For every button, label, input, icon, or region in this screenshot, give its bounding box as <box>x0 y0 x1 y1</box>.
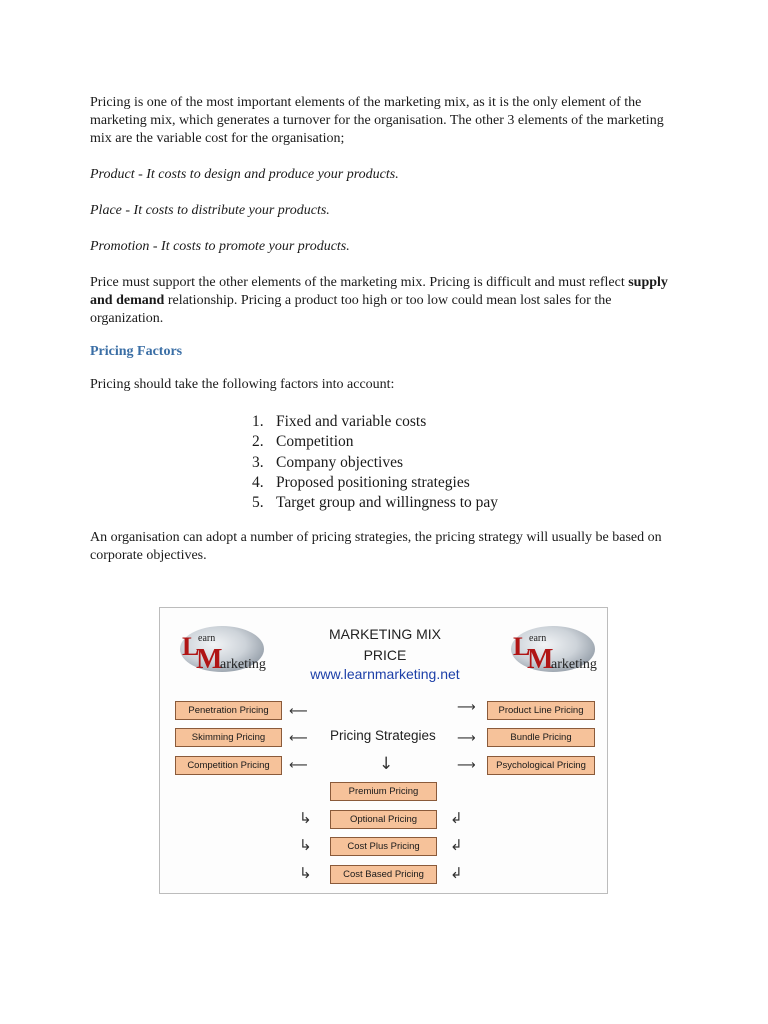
price-paragraph-end: relationship. Pricing a product too high or too low could mean lost sales for the organization. <box>90 293 612 326</box>
place-line: Place - It costs to distribute your products. <box>90 203 330 218</box>
learn-marketing-logo-left <box>174 624 266 676</box>
pricing-factors-heading: Pricing Factors <box>90 344 183 359</box>
factor-text: Competition <box>276 433 354 451</box>
logo-text-arketing: arketing <box>220 657 266 672</box>
intro-paragraph: Pricing is one of the most important elements of the marketing mix, as it is the only element of the marketing mix, which generates a turnover for the organisation. The other 3 elements of the marketing mix are the variable cost for the organisation; <box>90 95 664 146</box>
logo-text-earn: earn <box>529 633 547 644</box>
factor-text: Proposed positioning strategies <box>276 473 470 491</box>
pricing-strategies-label: Pricing Strategies <box>330 728 436 743</box>
factor-number: 2. <box>252 433 264 451</box>
logo-text-earn: earn <box>198 633 216 644</box>
price-paragraph <box>90 274 680 328</box>
hook-left-arrow-icon: ↲ <box>450 836 463 854</box>
right-arrow-icon: ⟶ <box>457 700 476 715</box>
cost-based-pricing-box: Cost Based Pricing <box>330 865 437 884</box>
promotion-line: Promotion - It costs to promote your products. <box>90 239 350 254</box>
factor-text: Company objectives <box>276 453 403 471</box>
figure-title-line1: MARKETING MIX <box>328 626 441 642</box>
logo-text-arketing: arketing <box>551 657 597 672</box>
factor-text: Target group and willingness to pay <box>276 494 499 512</box>
logo-letter-l: L <box>513 632 531 661</box>
factor-item <box>252 473 768 493</box>
hook-right-arrow-icon: ↳ <box>299 809 312 827</box>
factor-number: 3. <box>252 453 264 471</box>
figure-title-line2: PRICE <box>363 647 407 663</box>
cost-plus-pricing-box: Cost Plus Pricing <box>330 837 437 856</box>
skimming-pricing-box: Skimming Pricing <box>175 728 282 747</box>
competition-pricing-box: Competition Pricing <box>175 756 282 775</box>
hook-left-arrow-icon: ↲ <box>450 809 463 827</box>
premium-pricing-box: Premium Pricing <box>330 782 437 801</box>
bundle-pricing-box: Bundle Pricing <box>487 728 595 747</box>
document-body <box>90 94 680 565</box>
optional-pricing-box: Optional Pricing <box>330 810 437 829</box>
penetration-pricing-box: Penetration Pricing <box>175 701 282 720</box>
logo-letter-m: M <box>196 644 223 675</box>
factor-number: 4. <box>252 473 264 491</box>
left-arrow-icon: ⟵ <box>289 758 308 773</box>
left-arrow-icon: ⟵ <box>289 704 308 719</box>
supply-demand-bold: supply and demand <box>90 275 668 308</box>
product-line: Product - It costs to design and produce your products. <box>90 167 399 182</box>
learn-marketing-logo-right <box>505 624 597 676</box>
factor-item <box>252 432 768 452</box>
hook-left-arrow-icon: ↲ <box>450 864 463 882</box>
hook-right-arrow-icon: ↳ <box>299 836 312 854</box>
factor-item <box>252 453 768 473</box>
factors-list <box>252 412 768 513</box>
logo-letter-m: M <box>527 644 554 675</box>
psychological-pricing-box: Psychological Pricing <box>487 756 595 775</box>
product-line-pricing-box: Product Line Pricing <box>487 701 595 720</box>
hook-right-arrow-icon: ↳ <box>299 864 312 882</box>
price-paragraph-start: Price must support the other elements of the marketing mix. Pricing is difficult and must reflect <box>90 275 629 290</box>
strategies-paragraph: An organisation can adopt a number of pricing strategies, the pricing strategy will usually be based on corporate objectives. <box>90 530 662 564</box>
factor-item <box>252 412 768 432</box>
figure-url: www.learnmarketing.net <box>310 666 460 682</box>
factor-item <box>252 493 768 513</box>
down-arrow-icon: ↓ <box>379 754 394 774</box>
factor-number: 5. <box>252 494 264 512</box>
factor-number: 1. <box>252 413 264 430</box>
factors-intro: Pricing should take the following factors into account: <box>90 377 395 392</box>
right-arrow-icon: ⟶ <box>457 731 476 746</box>
pricing-strategies-figure <box>159 607 608 894</box>
logo-letter-l: L <box>182 632 200 661</box>
left-arrow-icon: ⟵ <box>289 731 308 746</box>
right-arrow-icon: ⟶ <box>457 758 476 773</box>
factor-text: Fixed and variable costs <box>276 413 427 430</box>
